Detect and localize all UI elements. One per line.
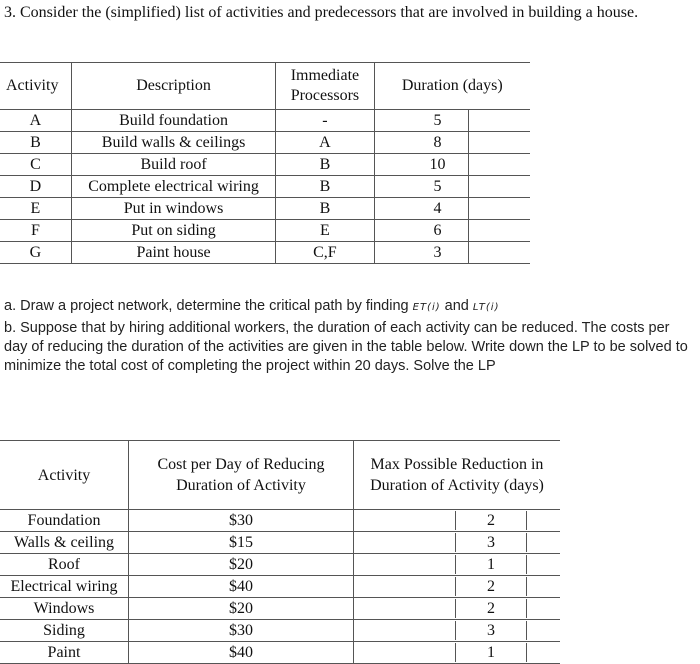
header-activity: Activity bbox=[0, 63, 71, 110]
cell-cost: $40 bbox=[129, 642, 354, 664]
header-description: Description bbox=[71, 63, 276, 110]
cell-max-value: 2 bbox=[455, 599, 527, 618]
cell-cost: $20 bbox=[129, 598, 354, 620]
cost-table bbox=[0, 440, 560, 664]
cell-predecessors: B bbox=[276, 176, 374, 198]
part-a-text bbox=[4, 297, 694, 317]
cell-activity: A bbox=[0, 110, 71, 132]
cell-duration: 3 bbox=[374, 242, 469, 264]
table-row bbox=[0, 198, 530, 220]
header-activity: Activity bbox=[0, 441, 129, 510]
cell-spacer bbox=[469, 154, 530, 176]
cell-activity: Electrical wiring bbox=[0, 576, 129, 598]
cell-description: Build roof bbox=[71, 154, 276, 176]
cell-cost: $30 bbox=[129, 620, 354, 642]
table-row bbox=[0, 154, 530, 176]
cell-cost: $40 bbox=[129, 576, 354, 598]
et-notation: ET(i) bbox=[412, 302, 441, 313]
cell-max-value: 2 bbox=[455, 511, 527, 530]
cell-spacer bbox=[469, 110, 530, 132]
cell-description: Build walls & ceilings bbox=[71, 132, 276, 154]
lt-notation: LT(i) bbox=[472, 302, 500, 313]
cell-max-reduction bbox=[354, 576, 561, 598]
table-row bbox=[0, 554, 560, 576]
cell-activity: B bbox=[0, 132, 71, 154]
header-cost: Cost per Day of Reducing Duration of Activity bbox=[129, 441, 354, 510]
cell-activity: D bbox=[0, 176, 71, 198]
cell-spacer bbox=[469, 220, 530, 242]
cell-max-reduction bbox=[354, 620, 561, 642]
cell-spacer bbox=[469, 176, 530, 198]
cell-activity: Windows bbox=[0, 598, 129, 620]
table-row bbox=[0, 220, 530, 242]
activities-header-row bbox=[0, 63, 530, 110]
header-duration: Duration (days) bbox=[401, 77, 503, 94]
table-row bbox=[0, 576, 560, 598]
cell-spacer bbox=[469, 198, 530, 220]
cell-activity: Foundation bbox=[0, 510, 129, 532]
table-row bbox=[0, 176, 530, 198]
table-row bbox=[0, 620, 560, 642]
cell-description: Complete electrical wiring bbox=[71, 176, 276, 198]
header-max-reduction: Max Possible Reduction in Duration of Activity (days) bbox=[370, 456, 544, 494]
cell-spacer bbox=[469, 132, 530, 154]
cell-activity: C bbox=[0, 154, 71, 176]
table-row bbox=[0, 510, 560, 532]
cell-predecessors: B bbox=[276, 154, 374, 176]
activities-table bbox=[0, 62, 530, 264]
cell-max-value: 1 bbox=[455, 555, 527, 574]
cell-max-value: 1 bbox=[455, 643, 527, 662]
cell-predecessors: B bbox=[276, 198, 374, 220]
cell-description: Build foundation bbox=[71, 110, 276, 132]
cell-max-value: 2 bbox=[455, 577, 527, 596]
cell-cost: $20 bbox=[129, 554, 354, 576]
cell-max-reduction bbox=[354, 532, 561, 554]
cell-predecessors: C,F bbox=[276, 242, 374, 264]
cell-max-value: 3 bbox=[455, 621, 527, 640]
table-row bbox=[0, 132, 530, 154]
header-predecessors: Immediate Processors bbox=[276, 63, 374, 110]
cell-activity: Siding bbox=[0, 620, 129, 642]
cell-description: Put on siding bbox=[71, 220, 276, 242]
cell-duration: 4 bbox=[374, 198, 469, 220]
table-row bbox=[0, 532, 560, 554]
cell-max-reduction bbox=[354, 510, 561, 532]
cell-activity: G bbox=[0, 242, 71, 264]
cell-activity: Paint bbox=[0, 642, 129, 664]
part-a-prefix: a. Draw a project network, determine the critical path by finding bbox=[4, 298, 413, 314]
cell-duration: 10 bbox=[374, 154, 469, 176]
cell-max-value: 3 bbox=[455, 533, 527, 552]
table-row bbox=[0, 242, 530, 264]
cell-description: Put in windows bbox=[71, 198, 276, 220]
cell-activity: Roof bbox=[0, 554, 129, 576]
table-row bbox=[0, 642, 560, 664]
cell-activity: E bbox=[0, 198, 71, 220]
cell-max-reduction bbox=[354, 554, 561, 576]
part-b-text: b. Suppose that by hiring additional workers, the duration of each activity can be reduced. The costs per day of reducing the duration of the activities are given in the table below. Write down the LP to be solved to minimize the total cost of completing the project within 20 days. Solve the LP bbox=[4, 320, 688, 374]
cell-duration: 5 bbox=[374, 176, 469, 198]
cell-predecessors: E bbox=[276, 220, 374, 242]
cost-header-row bbox=[0, 441, 560, 510]
cell-cost: $15 bbox=[129, 532, 354, 554]
table-row bbox=[0, 110, 530, 132]
table-row bbox=[0, 598, 560, 620]
cell-predecessors: A bbox=[276, 132, 374, 154]
cell-duration: 8 bbox=[374, 132, 469, 154]
cell-activity: Walls & ceiling bbox=[0, 532, 129, 554]
question-title: 3. Consider the (simplified) list of activities and predecessors that are involved in building a house. bbox=[4, 4, 639, 21]
cell-predecessors: - bbox=[276, 110, 374, 132]
cell-max-reduction bbox=[354, 598, 561, 620]
cell-max-reduction bbox=[354, 642, 561, 664]
cell-cost: $30 bbox=[129, 510, 354, 532]
cell-duration: 6 bbox=[374, 220, 469, 242]
cell-duration: 5 bbox=[374, 110, 469, 132]
cell-description: Paint house bbox=[71, 242, 276, 264]
part-a-and: and bbox=[440, 298, 473, 314]
cell-spacer bbox=[469, 242, 530, 264]
cell-activity: F bbox=[0, 220, 71, 242]
